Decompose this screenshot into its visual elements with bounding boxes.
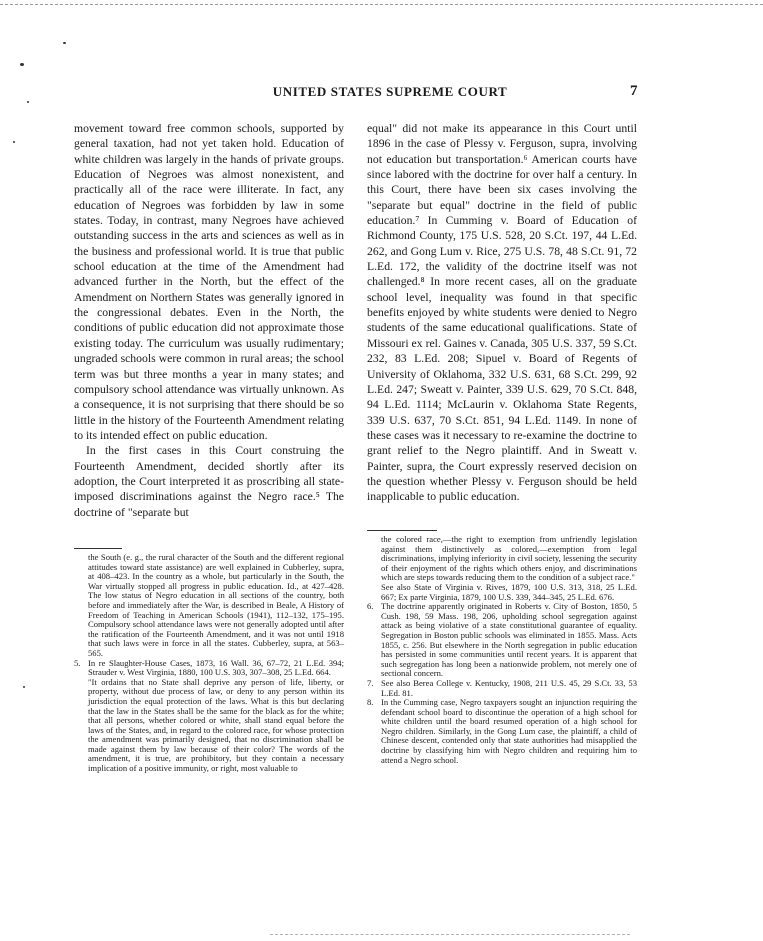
page-bottom-border: [270, 934, 630, 935]
footnote-5: [74, 659, 344, 678]
footnote-continuation: the South (e. g., the rural character of the South and the different regional attitudes toward state assistance) are well explained in Cubberley, supra, at 408–423. In the country as a whole, but particularly in the South, the War virtually stopped all progress in public education. Id., at 427–428. The low status of Negro education in all sections of the country, both before and immediately after the War, is described in Beale, A History of Freedom of Teaching in American Schools (1941), 112–132, 175–195. Compulsory school attendance laws were not generally adopted until after the ratification of the Fourteenth Amendment, and it was not until 1918 that such laws were in force in all the states. Cubberley, supra, at 563–565.: [88, 552, 344, 658]
paragraph: In the first cases in this Court construing the Fourteenth Amendment, decided shortly after its adoption, the Court interpreted it as proscribing all state-imposed discriminations against the Negro race.⁵ The doctrine of "separate but: [74, 444, 344, 519]
page-top-border: [0, 4, 763, 5]
footnote-text: See also Berea College v. Kentucky, 1908, 211 U.S. 45, 29 S.Ct. 33, 53 L.Ed. 81.: [381, 677, 637, 698]
scan-speck: [23, 686, 25, 688]
footnote-6: [367, 602, 637, 679]
footnote-text: The doctrine apparently originated in Roberts v. City of Boston, 1850, 5 Cush. 198, 59 Mass. 198, 206, upholding school segregation against attack as being violative of a state constitutional guarantee of equality. Segregation in Boston public schools was eliminated in 1855. Mass. Acts 1855, c. 256. But elsewhere in the North segregation in public education has persisted in some communities until recent years. It is apparent that such segregation has long been a nationwide problem, not merely one of sectional concern.: [381, 601, 637, 679]
footnote-text: In re Slaughter-House Cases, 1873, 16 Wall. 36, 67–72, 21 L.Ed. 394; Strauder v. West Virginia, 1880, 100 U.S. 303, 307–308, 25 L.Ed. 664.: [88, 657, 344, 678]
footnote-7: [367, 679, 637, 698]
scan-speck: [13, 141, 15, 143]
scan-speck: [20, 63, 24, 66]
footnote-number: 5.: [74, 657, 81, 668]
footnote-continuation: the colored race,—the right to exemption from unfriendly legislation against them distinctively as colored,—exemption from legal discriminations, implying inferiority in civil society, lessening the security of their enjoyment of the rights which others enjoy, and discriminations which are steps towards reducing them to the condition of a subject race.": [381, 534, 637, 583]
footnote-quote: "It ordains that no State shall deprive any person of life, liberty, or property, without due process of law, or deny to any person within its jurisdiction the equal protection of the laws. What is this but declaring that the law in the States shall be the same for the black as for the white; that all persons, whether colored or white, shall stand equal before the laws of the States, and, in regard to the colored race, for whose protection the amendment was primarily designed, that no discrimination shall be made against them by law because of their color? The words of the amendment, it is true, are prohibitory, but they contain a necessary implication of a positive immunity, or right, most valuable to: [88, 676, 344, 774]
footnote-separator: [74, 548, 122, 549]
footnote-text: In the Cumming case, Negro taxpayers sought an injunction requiring the defendant school board to discontinue the operation of a high school for white children until the board resumed operation of a high school for Negro children. Similarly, in the Gong Lum case, the plaintiff, a child of Chinese descent, contended only that state authorities had misapplied the doctrine by classifying him with Negro children and requiring him to attend a Negro school.: [381, 697, 637, 765]
right-footnotes: [367, 535, 637, 765]
footnote-separator: [367, 530, 437, 531]
footnote-number: 8.: [367, 697, 374, 708]
footnote-number: 6.: [367, 601, 374, 612]
page-number: 7: [630, 83, 638, 99]
scan-speck: [63, 42, 66, 44]
paragraph: equal" did not make its appearance in this Court until 1896 in the case of Plessy v. Ferguson, supra, involving not education but transportation.⁶ American courts have since labored with the doctrine for over half a century. In this Court, there have been six cases involving the "separate but equal" doctrine in the field of public education.⁷ In Cumming v. Board of Education of Richmond County, 175 U.S. 528, 20 S.Ct. 197, 44 L.Ed. 262, and Gong Lum v. Rice, 275 U.S. 78, 48 S.Ct. 91, 72 L.Ed. 172, the validity of the doctrine itself was not challenged.⁸ In more recent cases, all on the graduate school level, inequality was found in that specific benefits enjoyed by white students were denied to Negro students of the same educational qualifications. State of Missouri ex rel. Gaines v. Canada, 305 U.S. 337, 59 S.Ct. 232, 83 L.Ed. 208; Sipuel v. Board of Regents of University of Oklahoma, 332 U.S. 631, 68 S.Ct. 299, 92 L.Ed. 247; Sweatt v. Painter, 339 U.S. 629, 70 S.Ct. 848, 94 L.Ed. 1114; McLaurin v. Oklahoma State Regents, 339 U.S. 637, 70 S.Ct. 851, 94 L.Ed. 1149. In none of these cases was it necessary to re-examine the doctrine to grant relief to the Negro plaintiff. And in Sweatt v. Painter, supra, the Court expressly reserved decision on the question whether Plessy v. Ferguson should be held inapplicable to public education.: [367, 122, 637, 504]
right-column: [367, 121, 637, 505]
page-title: UNITED STATES SUPREME COURT: [272, 84, 508, 99]
footnote-8: [367, 698, 637, 765]
footnote-number: 7.: [367, 677, 374, 688]
left-footnotes: [74, 553, 344, 774]
footnote-see-also: See also State of Virginia v. Rives, 1879, 100 U.S. 313, 318, 25 L.Ed. 667; Ex parte Virginia, 1879, 100 U.S. 339, 344–345, 25 L.Ed. 676.: [381, 581, 637, 602]
left-column: [74, 121, 344, 520]
running-header: [0, 84, 763, 104]
paragraph: movement toward free common schools, supported by general taxation, had not yet taken hold. Education of white children was largely in the hands of private groups. Education of Negroes was almost nonexistent, and practically all of the race were illiterate. In fact, any education of Negroes was forbidden by law in some states. Today, in contrast, many Negroes have achieved outstanding success in the arts and sciences as well as in the business and professional world. It is true that public school education at the time of the Amendment had advanced further in the North, but the effect of the Amendment on Northern States was generally ignored in the congressional debates. Even in the North, the conditions of public education did not approximate those existing today. The curriculum was usually rudimentary; ungraded schools were common in rural areas; the school term was but three months a year in many states; and compulsory school attendance was virtually unknown. As a consequence, it is not surprising that there should be so little in the history of the Fourteenth Amendment relating to its intended effect on public education.: [74, 122, 344, 442]
